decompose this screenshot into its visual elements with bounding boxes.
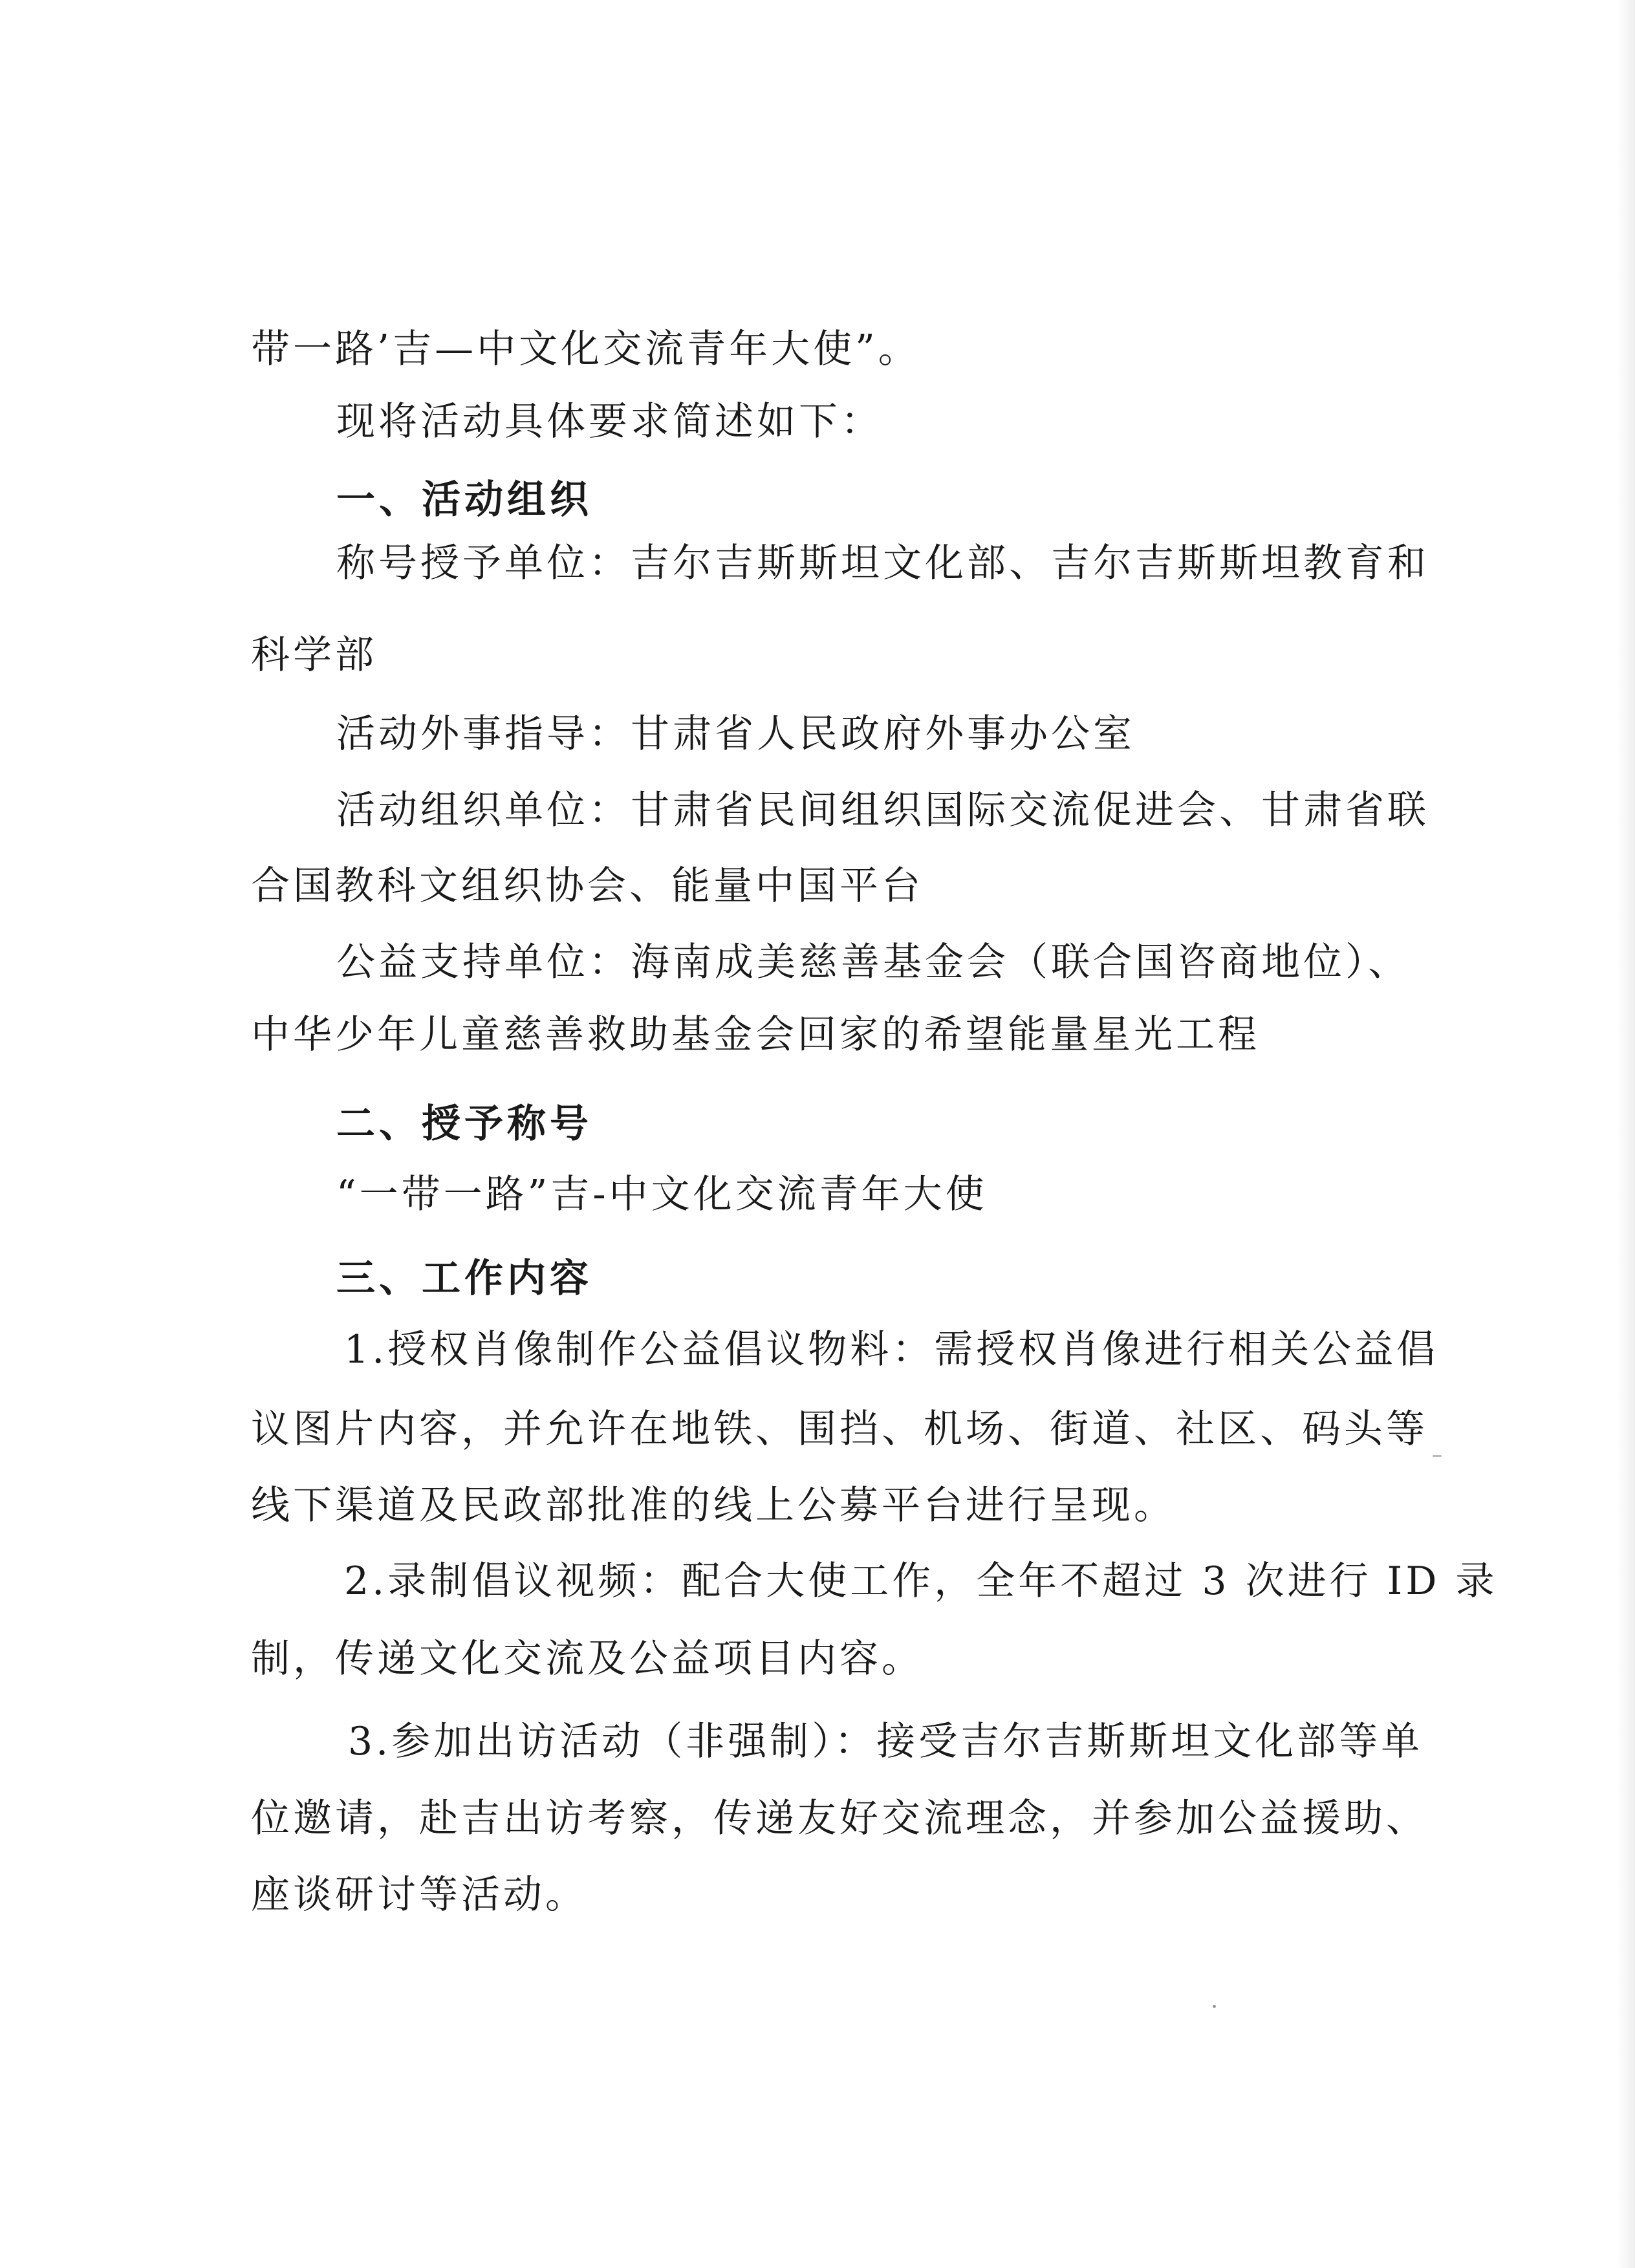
section-heading-organization: 一、活动组织	[336, 477, 592, 523]
section-heading-work-content: 三、工作内容	[336, 1256, 592, 1301]
text-line-ambassador-title-end: 带一路’吉—中文化交流青年大使”。	[251, 327, 920, 372]
text-line-title-name: “一带一路”吉-中文化交流青年大使	[336, 1172, 988, 1217]
text-line-item1: 1.授权肖像制作公益倡议物料：需授权肖像进行相关公益倡	[344, 1327, 1439, 1372]
text-line-item2: 2.录制倡议视频：配合大使工作，全年不超过 3 次进行 ID 录	[344, 1559, 1498, 1604]
section-heading-title: 二、授予称号	[336, 1101, 592, 1147]
text-line-foreign-affairs-guidance: 活动外事指导：甘肃省人民政府外事办公室	[336, 711, 1135, 757]
text-line-item1-cont1: 议图片内容，并允许在地铁、围挡、机场、街道、社区、码头等	[251, 1407, 1428, 1452]
text-line-intro: 现将活动具体要求简述如下：	[336, 399, 883, 444]
scan-mark	[1433, 1455, 1442, 1457]
scan-shadow-edge	[1617, 0, 1635, 2268]
text-line-charity-support: 公益支持单位：海南成美慈善基金会（联合国咨商地位）、	[336, 940, 1410, 985]
text-line-charity-support-cont: 中华少年儿童慈善救助基金会回家的希望能量星光工程	[251, 1012, 1260, 1057]
text-line-item1-cont2: 线下渠道及民政部批准的线上公募平台进行呈现。	[251, 1483, 1176, 1528]
text-line-item3-cont2: 座谈研讨等活动。	[251, 1872, 587, 1917]
text-line-item3-cont1: 位邀请，赴吉出访考察，传递友好交流理念，并参加公益援助、	[251, 1796, 1428, 1841]
text-line-organizing-units: 活动组织单位：甘肃省民间组织国际交流促进会、甘肃省联	[336, 788, 1429, 833]
scan-speck	[1213, 2005, 1216, 2008]
text-line-item2-cont: 制，传递文化交流及公益项目内容。	[251, 1636, 924, 1681]
text-line-item3: 3.参加出访活动（非强制）：接受吉尔吉斯斯坦文化部等单	[348, 1719, 1424, 1764]
text-line-organizing-units-cont: 合国教科文组织协会、能量中国平台	[251, 863, 924, 909]
text-line-granting-units: 称号授予单位：吉尔吉斯斯坦文化部、吉尔吉斯斯坦教育和	[336, 541, 1429, 586]
text-line-granting-units-cont: 科学部	[251, 632, 377, 678]
